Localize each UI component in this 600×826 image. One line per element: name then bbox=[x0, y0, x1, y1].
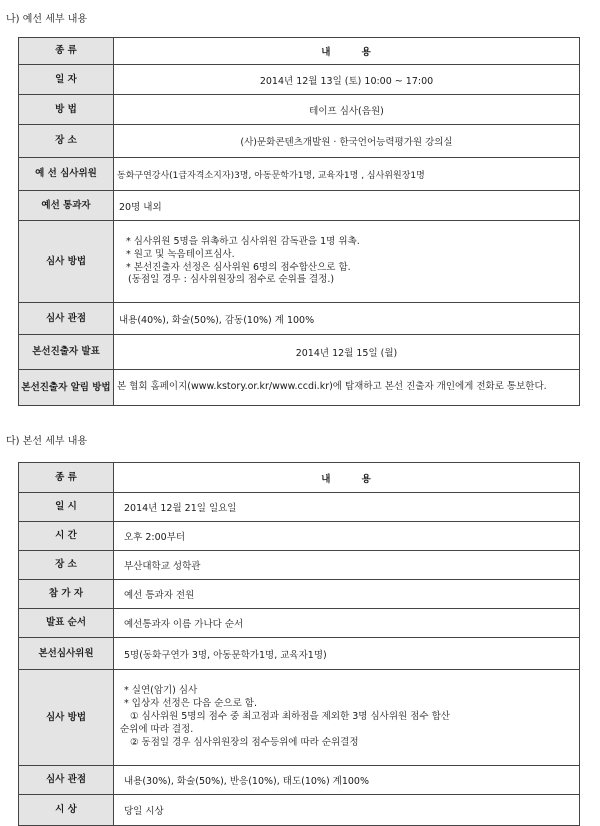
final-table bbox=[18, 462, 580, 826]
row-label-announcement: 본선진출자 발표 bbox=[19, 335, 114, 370]
table-row bbox=[19, 191, 580, 221]
list-item: ② 동점일 경우 심사위원장의 점수등위에 따라 순위결정 bbox=[130, 736, 359, 748]
table-row bbox=[19, 95, 580, 125]
list-item: * 실연(암기) 심사 bbox=[124, 685, 198, 697]
column-label-content: 내 용 bbox=[114, 463, 580, 493]
table-header-row bbox=[19, 38, 580, 65]
row-value-final-judges: 5명(동화구연가 3명, 아동문학가1명, 교육자1명) bbox=[114, 638, 580, 670]
table-row bbox=[19, 551, 580, 580]
row-label-time: 시 간 bbox=[19, 522, 114, 551]
row-label-review-method: 심사 방법 bbox=[19, 670, 114, 766]
row-label-venue: 장 소 bbox=[19, 551, 114, 580]
row-value-award: 당일 시상 bbox=[114, 795, 580, 826]
column-label-type: 종 류 bbox=[19, 463, 114, 493]
row-value-review-method bbox=[114, 221, 580, 303]
row-value-notification: 본 협회 홈페이지(www.kstory.or.kr/www.ccdi.kr)에 탑재하고 본선 진출자 개인에게 전화로 통보한다. bbox=[114, 370, 580, 406]
table-row bbox=[19, 609, 580, 638]
row-value-criteria: 내용(30%), 화술(50%), 반응(10%), 태도(10%) 계100% bbox=[114, 766, 580, 795]
row-label-order: 발표 순서 bbox=[19, 609, 114, 638]
row-value-method: 테이프 심사(음원) bbox=[114, 95, 580, 125]
row-value-date: 2014년 12월 13일 (토) 10:00 ~ 17:00 bbox=[114, 65, 580, 95]
row-label-participants: 참 가 자 bbox=[19, 580, 114, 609]
row-label-date: 일 자 bbox=[19, 65, 114, 95]
table-row bbox=[19, 638, 580, 670]
row-value-date: 2014년 12월 21일 일요일 bbox=[114, 493, 580, 522]
table-row bbox=[19, 335, 580, 370]
list-item: * 심사위원 5명을 위촉하고 심사위원 감독관을 1명 위촉. bbox=[126, 235, 360, 247]
row-label-award: 시 상 bbox=[19, 795, 114, 826]
row-value-time: 오후 2:00부터 bbox=[114, 522, 580, 551]
row-value-participants: 예선 통과자 전원 bbox=[114, 580, 580, 609]
row-label-criteria: 심사 관점 bbox=[19, 303, 114, 335]
row-value-announcement: 2014년 12월 15일 (월) bbox=[114, 335, 580, 370]
list-item: ① 심사위원 5명의 점수 중 최고점과 최하점을 제외한 3명 심사위원 점수 합산 bbox=[130, 711, 450, 723]
list-item: * 원고 및 녹음테이프심사. bbox=[126, 248, 235, 260]
row-label-venue: 장 소 bbox=[19, 125, 114, 158]
row-value-judges: 동화구연강사(1급자격소지자)3명, 아동문학가1명, 교육자1명 , 심사위원장1명 bbox=[114, 158, 580, 191]
table-row bbox=[19, 303, 580, 335]
table-row bbox=[19, 766, 580, 795]
table-row bbox=[19, 221, 580, 303]
column-label-type: 종 류 bbox=[19, 38, 114, 65]
list-item: * 본선진출자 선정은 심사위원 6명의 점수합산으로 함. bbox=[126, 261, 351, 273]
table-row bbox=[19, 493, 580, 522]
row-value-venue: 부산대학교 성학관 bbox=[114, 551, 580, 580]
final-section-title: 다) 본선 세부 내용 bbox=[6, 436, 88, 447]
row-label-final-judges: 본선심사위원 bbox=[19, 638, 114, 670]
table-row bbox=[19, 65, 580, 95]
table-row bbox=[19, 670, 580, 766]
table-row bbox=[19, 158, 580, 191]
table-row bbox=[19, 370, 580, 406]
column-label-content: 내 용 bbox=[114, 38, 580, 65]
row-label-method: 방 법 bbox=[19, 95, 114, 125]
table-row bbox=[19, 125, 580, 158]
table-row bbox=[19, 522, 580, 551]
list-item: (동점일 경우 : 심사위원장의 점수로 순위를 결정.) bbox=[128, 274, 335, 286]
preliminary-section-title: 나) 예선 세부 내용 bbox=[6, 14, 88, 25]
row-label-date: 일 시 bbox=[19, 493, 114, 522]
row-value-criteria: 내용(40%), 화술(50%), 감동(10%) 계 100% bbox=[114, 303, 580, 335]
row-value-order: 예선통과자 이름 가나다 순서 bbox=[114, 609, 580, 638]
row-value-qualifiers: 20명 내외 bbox=[114, 191, 580, 221]
list-item: * 입상자 선정은 다음 순으로 함. bbox=[124, 698, 257, 710]
table-header-row bbox=[19, 463, 580, 493]
row-value-venue: (사)문화콘텐츠개발원 · 한국언어능력평가원 강의실 bbox=[114, 125, 580, 158]
row-label-criteria: 심사 관점 bbox=[19, 766, 114, 795]
row-label-review-method: 심사 방법 bbox=[19, 221, 114, 303]
row-label-notification: 본선진출자 알림 방법 bbox=[19, 370, 114, 406]
row-label-judges: 예 선 심사위원 bbox=[19, 158, 114, 191]
row-value-review-method bbox=[114, 670, 580, 766]
table-row bbox=[19, 580, 580, 609]
list-item: 순위에 따라 결정. bbox=[120, 723, 194, 735]
row-label-qualifiers: 예선 통과자 bbox=[19, 191, 114, 221]
preliminary-table bbox=[18, 37, 580, 406]
table-row bbox=[19, 795, 580, 826]
